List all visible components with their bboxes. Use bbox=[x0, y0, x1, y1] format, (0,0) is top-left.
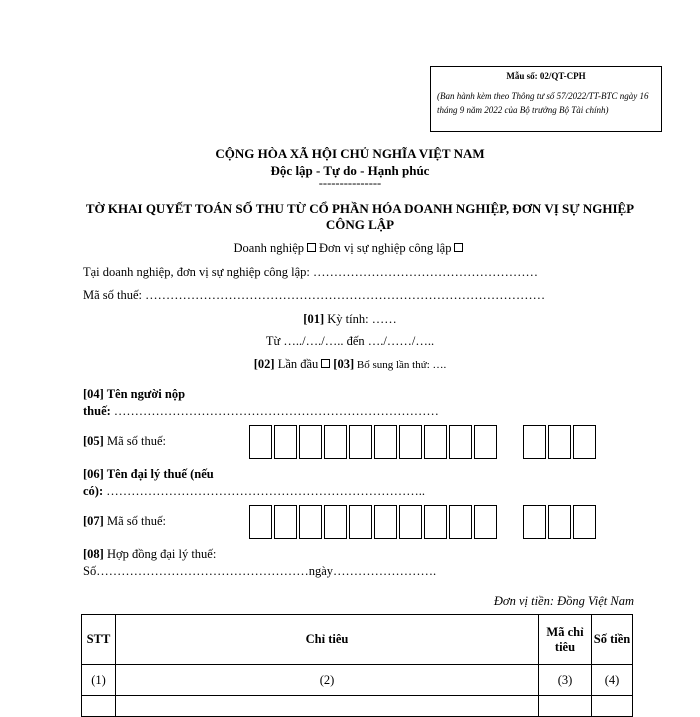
digit-cell[interactable] bbox=[523, 505, 546, 539]
digit-cell[interactable] bbox=[523, 425, 546, 459]
digit-cell[interactable] bbox=[573, 505, 596, 539]
entity-type-line bbox=[0, 241, 700, 256]
taxpayer-field[interactable] bbox=[83, 404, 439, 419]
table-cell bbox=[539, 696, 592, 717]
first-time-checkbox[interactable] bbox=[321, 359, 330, 368]
table-cell bbox=[116, 696, 539, 717]
digit-cell[interactable] bbox=[399, 425, 422, 459]
digit-cell[interactable] bbox=[548, 425, 571, 459]
supplement-label: Bổ sung lần thứ: …. bbox=[354, 359, 447, 371]
agent-label-cont: có): bbox=[83, 484, 104, 498]
digit-cell[interactable] bbox=[324, 505, 347, 539]
enterprise-checkbox[interactable] bbox=[307, 243, 316, 252]
digit-cell[interactable] bbox=[299, 505, 322, 539]
digit-cell[interactable] bbox=[449, 425, 472, 459]
contract-code: [08] bbox=[83, 547, 104, 561]
enterprise-label: Doanh nghiệp bbox=[233, 241, 304, 255]
tax-id-07-branch-cells[interactable] bbox=[523, 505, 598, 539]
public-unit-label: Đơn vị sự nghiệp công lập bbox=[319, 241, 452, 255]
tax-id-05-branch-cells[interactable] bbox=[523, 425, 598, 459]
digit-cell[interactable] bbox=[299, 425, 322, 459]
divider: --------------- bbox=[318, 176, 382, 190]
first-time-label: Lần đầu bbox=[274, 357, 319, 371]
taxpayer-dots: …………………………………………………………………… bbox=[110, 404, 439, 418]
table-index-row bbox=[82, 665, 633, 696]
tax-code-field[interactable]: Mã số thuế: …………………………………………………………………………………… bbox=[83, 288, 546, 302]
tax-id-05-text: Mã số thuế: bbox=[103, 434, 166, 448]
index-cell: (1) bbox=[82, 665, 116, 696]
table-row bbox=[82, 696, 633, 717]
digit-cell[interactable] bbox=[249, 505, 272, 539]
agent-label: [06] Tên đại lý thuế (nếu bbox=[83, 467, 214, 481]
header-stt: STT bbox=[82, 615, 116, 665]
digit-cell[interactable] bbox=[399, 505, 422, 539]
period-code: [01] bbox=[303, 312, 325, 326]
tax-id-05-main-cells[interactable] bbox=[249, 425, 499, 459]
digit-cell[interactable] bbox=[449, 505, 472, 539]
tax-id-07-label bbox=[83, 514, 166, 529]
digit-cell[interactable] bbox=[424, 425, 447, 459]
table-header-row bbox=[82, 615, 633, 665]
digit-cell[interactable] bbox=[349, 505, 372, 539]
header-indicator: Chỉ tiêu bbox=[116, 615, 539, 665]
submission-line bbox=[0, 357, 700, 372]
taxpayer-label: [04] Tên người nộp bbox=[83, 387, 186, 401]
digit-cell[interactable] bbox=[424, 505, 447, 539]
currency-unit: Đơn vị tiền: Đồng Việt Nam bbox=[493, 594, 634, 608]
tax-id-07-text: Mã số thuế: bbox=[103, 514, 166, 528]
form-number: Mẫu số: 02/QT-CPH bbox=[506, 71, 586, 81]
header-indicator-code: Mã chỉ tiêu bbox=[539, 615, 592, 665]
index-cell: (2) bbox=[116, 665, 539, 696]
period-label: Kỳ tính: …… bbox=[324, 312, 397, 326]
tax-id-07-main-cells[interactable] bbox=[249, 505, 499, 539]
tax-id-05-code: [05] bbox=[83, 434, 104, 448]
tax-id-07-code: [07] bbox=[83, 514, 104, 528]
digit-cell[interactable] bbox=[274, 505, 297, 539]
digit-cell[interactable] bbox=[374, 425, 397, 459]
motto: Độc lập - Tự do - Hạnh phúc bbox=[270, 163, 430, 178]
form-issuance-note: (Ban hành kèm theo Thông tư số 57/2022/TT-BTC ngày 16 tháng 9 năm 2022 của Bộ trưởng Bộ Tài chính) bbox=[437, 91, 649, 115]
period-range[interactable]: Từ …../…./….. đến …./……/….. bbox=[265, 334, 435, 348]
digit-cell[interactable] bbox=[548, 505, 571, 539]
index-cell: (4) bbox=[592, 665, 633, 696]
table-cell bbox=[592, 696, 633, 717]
tax-id-05-label bbox=[83, 434, 166, 449]
digit-cell[interactable] bbox=[349, 425, 372, 459]
digit-cell[interactable] bbox=[324, 425, 347, 459]
header-amount: Số tiền bbox=[592, 615, 633, 665]
contract-label bbox=[83, 547, 216, 562]
page-title: TỜ KHAI QUYẾT TOÁN SỐ THU TỪ CỔ PHẦN HÓA DOANH NGHIỆP, ĐƠN VỊ SỰ NGHIỆP CÔNG LẬP bbox=[85, 201, 635, 232]
digit-cell[interactable] bbox=[374, 505, 397, 539]
form-number-box bbox=[430, 66, 662, 132]
digit-cell[interactable] bbox=[573, 425, 596, 459]
table-cell bbox=[82, 696, 116, 717]
public-unit-checkbox[interactable] bbox=[454, 243, 463, 252]
unit-field[interactable]: Tại doanh nghiệp, đơn vị sự nghiệp công lập: ……………………………………………… bbox=[83, 265, 539, 279]
contract-text: Hợp đồng đại lý thuế: bbox=[103, 547, 217, 561]
supplement-code: [03] bbox=[333, 357, 355, 371]
first-time-code: [02] bbox=[253, 357, 275, 371]
digit-cell[interactable] bbox=[274, 425, 297, 459]
taxpayer-label-cont: thuế: bbox=[83, 404, 111, 418]
digit-cell[interactable] bbox=[474, 425, 497, 459]
nation-heading: CỘNG HÒA XÃ HỘI CHỦ NGHĨA VIỆT NAM bbox=[215, 146, 485, 161]
contract-number-date[interactable]: Số……………………………………………ngày……………………. bbox=[83, 564, 437, 578]
index-cell: (3) bbox=[539, 665, 592, 696]
agent-dots: ………………………………………………………………….. bbox=[103, 484, 425, 498]
declaration-table bbox=[81, 614, 633, 717]
agent-field[interactable] bbox=[83, 484, 425, 499]
digit-cell[interactable] bbox=[249, 425, 272, 459]
period-line bbox=[0, 312, 700, 327]
digit-cell[interactable] bbox=[474, 505, 497, 539]
